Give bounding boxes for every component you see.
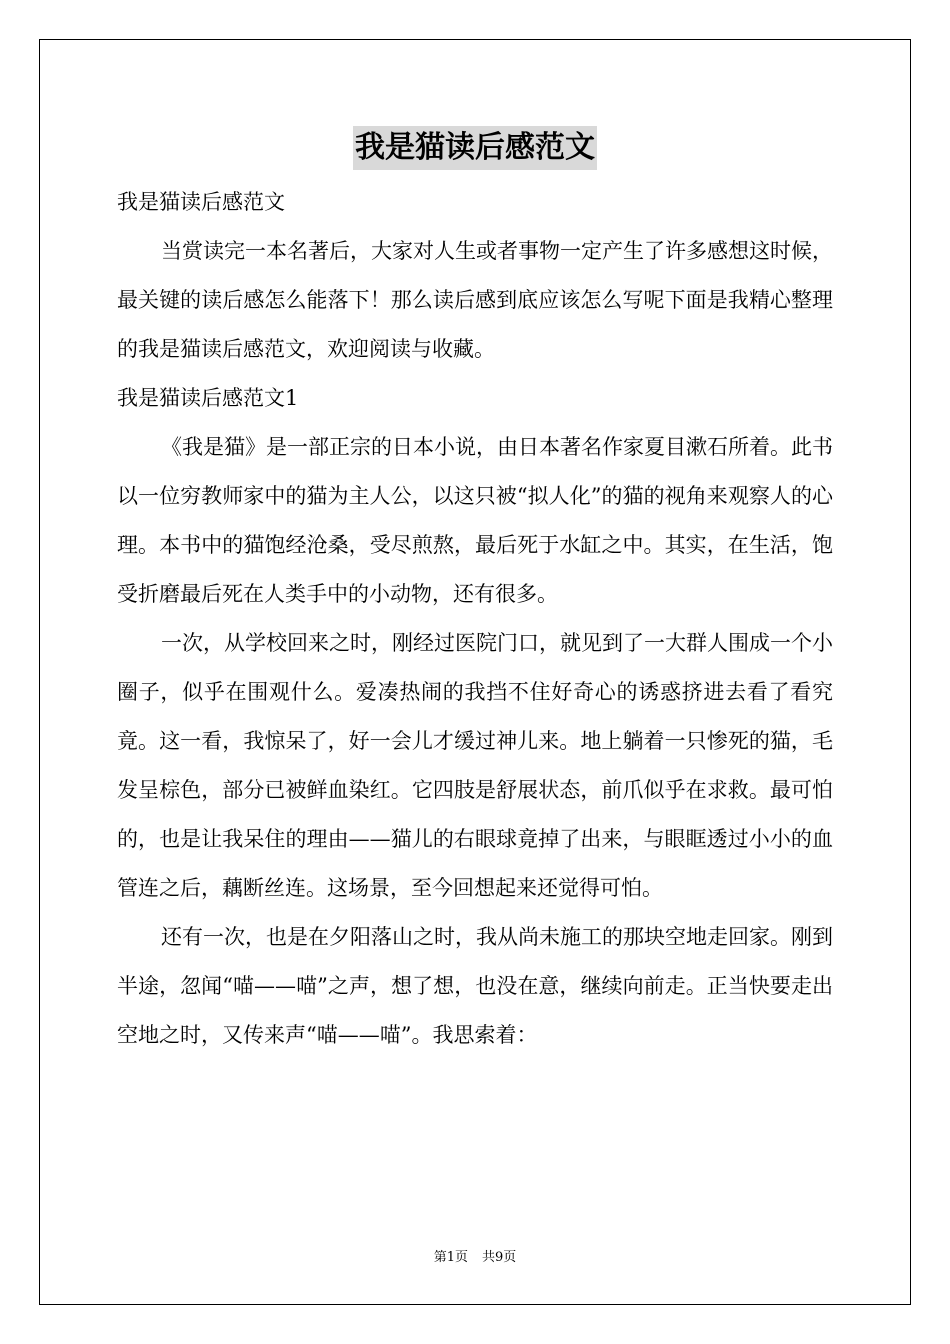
page-number: 第1页 [433,1250,468,1265]
page-total: 共9页 [482,1250,517,1265]
body-paragraph: 当赏读完一本名著后，大家对人生或者事物一定产生了许多感想这时候，最关键的读后感怎么能落下！那么读后感到底应该怎么写呢下面是我精心整理的我是猫读后感范文，欢迎阅读与收藏。 [117,239,833,361]
body-paragraph: 一次，从学校回来之时，刚经过医院门口，就见到了一大群人围成一个小圈子，似乎在围观什么。爱凑热闹的我挡不住好奇心的诱惑挤进去看了看究竟。这一看，我惊呆了，好一会儿才缓过神儿来。地上躺着一只惨死的猫，毛发呈棕色，部分已被鲜血染红。它四肢是舒展状态，前爪似乎在求救。最可怕的，也是让我呆住的理由——猫儿的右眼球竟掉了出来，与眼眶透过小小的血管连之后，藕断丝连。这场景，至今回想起来还觉得可怕。 [117,631,833,900]
page-footer [0,1246,950,1265]
section-heading: 我是猫读后感范文1 [117,386,299,410]
title-container [0,126,950,170]
body-paragraph: 还有一次，也是在夕阳落山之时，我从尚未施工的那块空地走回家。刚到半途，忽闻“喵——喵”之声，想了想，也没在意，继续向前走。正当快要走出空地之时，又传来声“喵——喵”。我思索着： [117,925,833,1047]
document-title: 我是猫读后感范文 [353,126,597,170]
section-heading: 我是猫读后感范文 [117,190,285,214]
document-body [117,178,833,1060]
body-paragraph: 《我是猫》是一部正宗的日本小说，由日本著名作家夏目漱石所着。此书以一位穷教师家中的猫为主人公，以这只被“拟人化”的猫的视角来观察人的心理。本书中的猫饱经沧桑，受尽煎熬，最后死于水缸之中。其实，在生活，饱受折磨最后死在人类手中的小动物，还有很多。 [117,435,833,606]
